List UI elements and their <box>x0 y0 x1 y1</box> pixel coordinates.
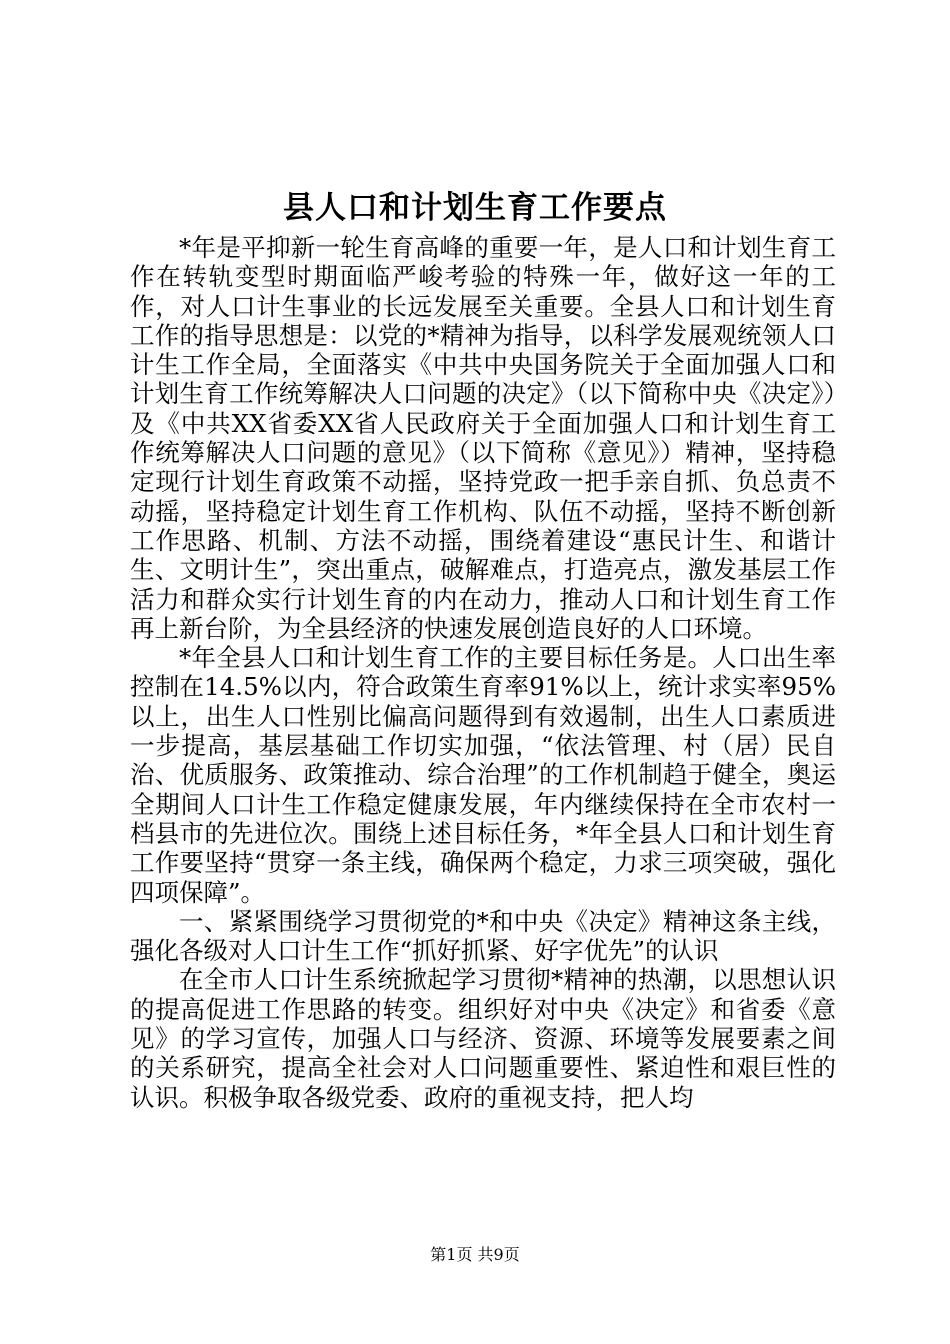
page-number-footer: 第1页 共9页 <box>430 1245 520 1264</box>
document-body <box>130 233 836 1112</box>
section-heading-one: 一、紧紧围绕学习贯彻党的*和中央《决定》精神这条主线，强化各级对人口计生工作“抓好抓紧、好字优先”的认识 <box>130 906 836 966</box>
paragraph-guiding-ideology: *年是平抑新一轮生育高峰的重要一年，是人口和计划生育工作在转轨变型时期面临严峻考验的特殊一年，做好这一年的工作，对人口计生事业的长远发展至关重要。全县人口和计划生育工作的指导思想是：以党的*精神为指导，以科学发展观统领人口计生工作全局，全面落实《中共中央国务院关于全面加强人口和计划生育工作统筹解决人口问题的决定》（以下简称中央《决定》）及《中共XX省委XX省人民政府关于全面加强人口和计划生育工作统筹解决人口问题的意见》（以下简称《意见》）精神，坚持稳定现行计划生育政策不动摇，坚持党政一把手亲自抓、负总责不动摇，坚持稳定计划生育工作机构、队伍不动摇，坚持不断创新工作思路、机制、方法不动摇，围绕着建设“惠民计生、和谐计生、文明计生”，突出重点，破解难点，打造亮点，激发基层工作活力和群众实行计划生育的内在动力，推动人口和计划生育工作再上新台阶，为全县经济的快速发展创造良好的人口环境。 <box>130 233 836 643</box>
paragraph-study-implementation: 在全市人口计生系统掀起学习贯彻*精神的热潮，以思想认识的提高促进工作思路的转变。组织好对中央《决定》和省委《意见》的学习宣传，加强人口与经济、资源、环境等发展要素之间的关系研究，提高全社会对人口问题重要性、紧迫性和艰巨性的认识。积极争取各级党委、政府的重视支持，把人均 <box>130 965 836 1112</box>
document-title: 县人口和计划生育工作要点 <box>283 190 667 226</box>
paragraph-main-targets: *年全县人口和计划生育工作的主要目标任务是。人口出生率控制在14.5%以内，符合政策生育率91%以上，统计求实率95%以上，出生人口性别比偏高问题得到有效遏制，出生人口素质进一步提高，基层基础工作切实加强，“依法管理、村（居）民自治、优质服务、政策推动、综合治理”的工作机制趋于健全，奥运全期间人口计生工作稳定健康发展，年内继续保持在全市农村一档县市的先进位次。围绕上述目标任务，*年全县人口和计划生育工作要坚持“贯穿一条主线，确保两个稳定，力求三项突破，强化四项保障”。 <box>130 643 836 907</box>
